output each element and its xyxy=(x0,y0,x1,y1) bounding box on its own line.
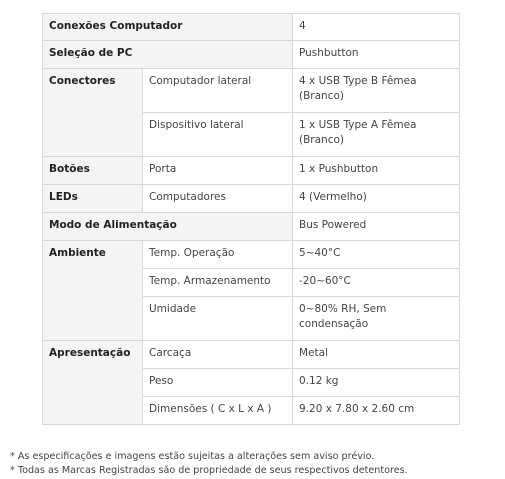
row-sublabel: Computadores xyxy=(143,185,293,213)
row-value: 4 (Vermelho) xyxy=(293,185,460,213)
footnote: * As especificações e imagens estão sujeitas a alterações sem aviso prévio. xyxy=(10,451,375,462)
table-row xyxy=(43,185,460,213)
footnote: * Todas as Marcas Registradas são de propriedade de seus respectivos detentores. xyxy=(10,465,408,476)
row-label: LEDs xyxy=(43,185,143,213)
table-row xyxy=(43,69,460,113)
row-label: Conexões Computador xyxy=(43,14,293,41)
table-row xyxy=(43,41,460,69)
row-sublabel: Carcaça xyxy=(143,341,293,369)
row-value: 0.12 kg xyxy=(293,369,460,397)
row-value: Metal xyxy=(293,341,460,369)
spec-table xyxy=(42,13,460,425)
row-label: Ambiente xyxy=(43,241,143,341)
table-row xyxy=(43,213,460,241)
row-sublabel: Umidade xyxy=(143,297,293,341)
row-label: Seleção de PC xyxy=(43,41,293,69)
table-row xyxy=(43,14,460,41)
row-label: Apresentação xyxy=(43,341,143,425)
table-row xyxy=(43,241,460,269)
table-row xyxy=(43,157,460,185)
row-value: 0~80% RH, Sem condensação xyxy=(293,297,460,341)
row-label: Modo de Alimentação xyxy=(43,213,293,241)
row-sublabel: Temp. Operação xyxy=(143,241,293,269)
row-value: 5~40°C xyxy=(293,241,460,269)
row-value: 4 x USB Type B Fêmea (Branco) xyxy=(293,69,460,113)
row-label: Botões xyxy=(43,157,143,185)
row-sublabel: Dispositivo lateral xyxy=(143,113,293,157)
row-sublabel: Computador lateral xyxy=(143,69,293,113)
row-sublabel: Temp. Armazenamento xyxy=(143,269,293,297)
row-sublabel: Peso xyxy=(143,369,293,397)
footnotes xyxy=(10,450,408,478)
row-sublabel: Porta xyxy=(143,157,293,185)
row-value: 1 x Pushbutton xyxy=(293,157,460,185)
row-value: Bus Powered xyxy=(293,213,460,241)
row-label: Conectores xyxy=(43,69,143,157)
row-value: 4 xyxy=(293,14,460,41)
row-value: 9.20 x 7.80 x 2.60 cm xyxy=(293,397,460,425)
table-row xyxy=(43,341,460,369)
row-value: Pushbutton xyxy=(293,41,460,69)
row-value: -20~60°C xyxy=(293,269,460,297)
row-value: 1 x USB Type A Fêmea (Branco) xyxy=(293,113,460,157)
row-sublabel: Dimensões ( C x L x A ) xyxy=(143,397,293,425)
